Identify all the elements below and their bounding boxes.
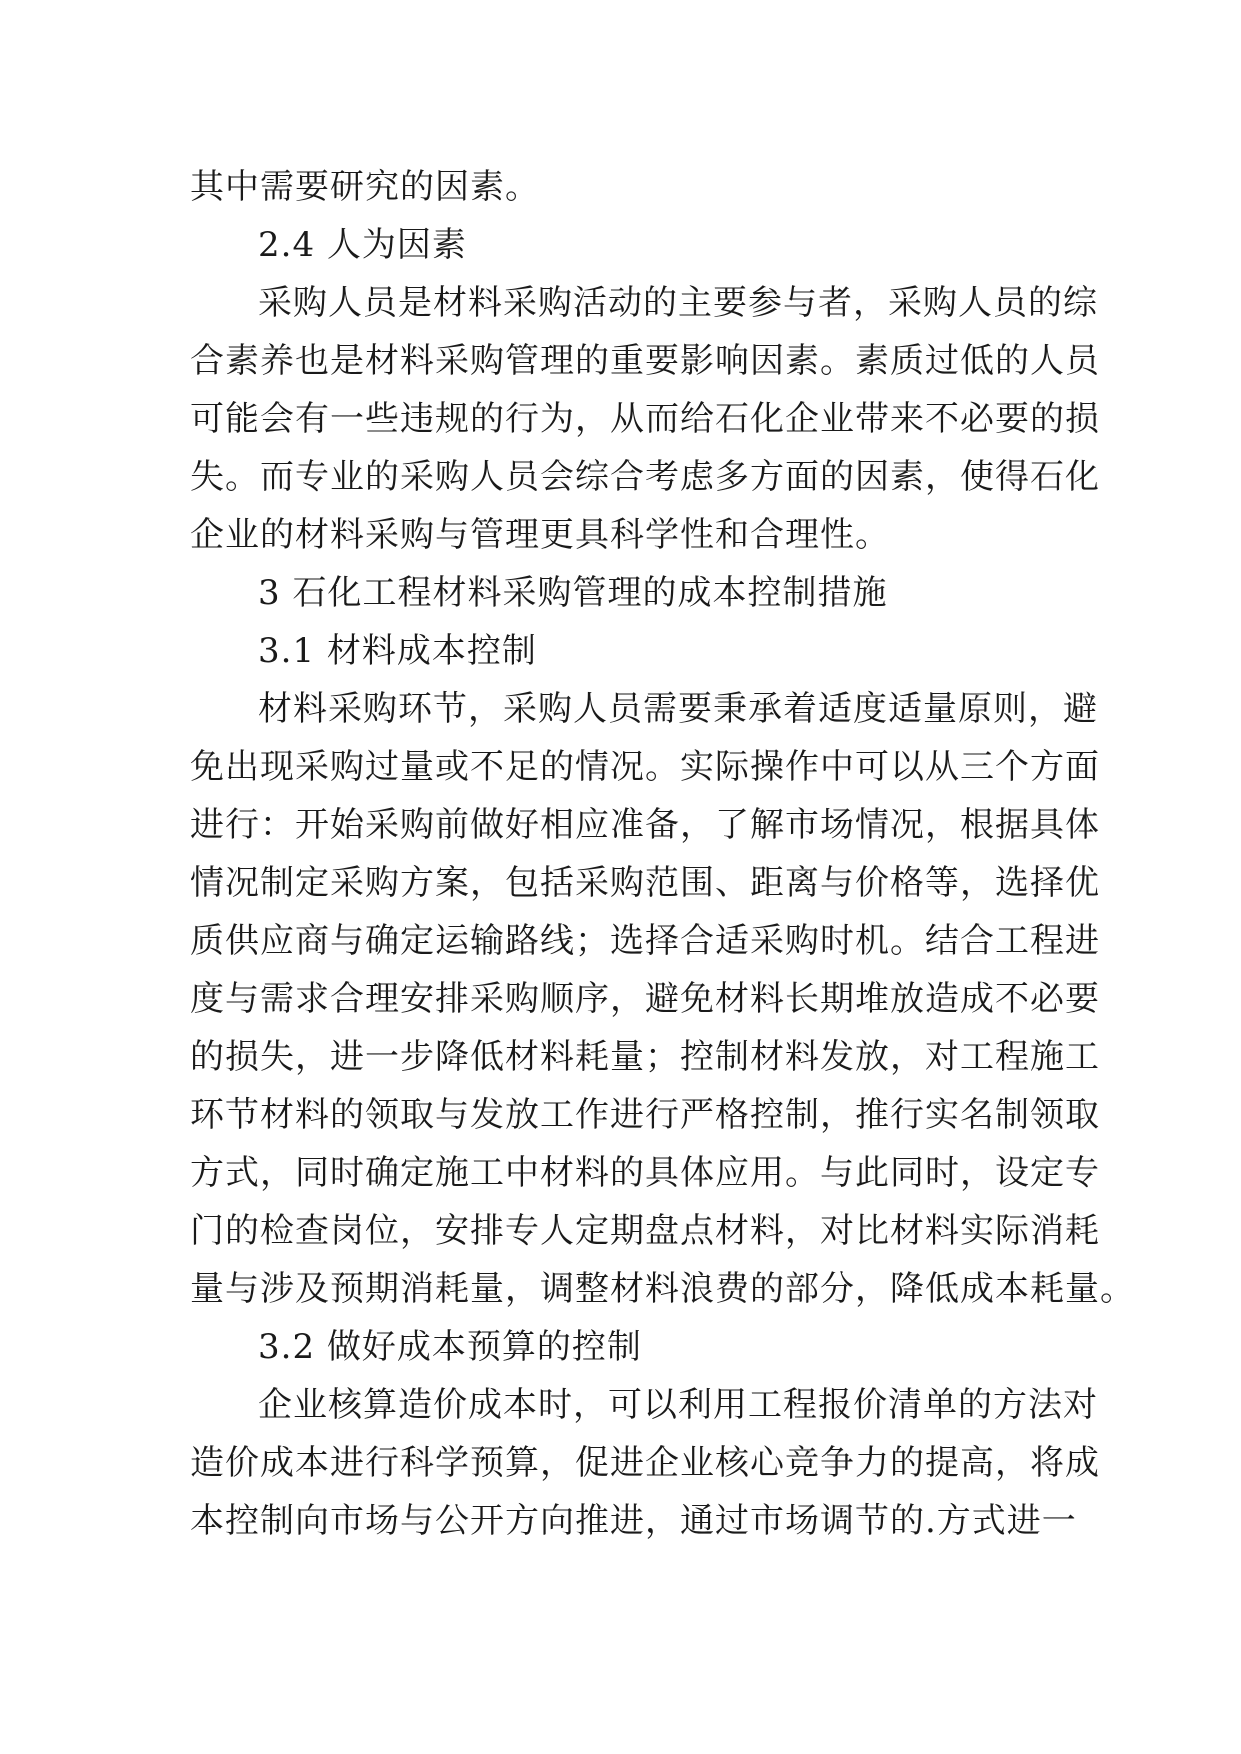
paragraph-line: 质供应商与确定运输路线；选择合适采购时机。结合工程进 (190, 921, 1100, 961)
paragraph-line: 企业的材料采购与管理更具科学性和合理性。 (190, 515, 890, 555)
paragraph-line: 合素养也是材料采购管理的重要影响因素。素质过低的人员 (190, 341, 1100, 381)
paragraph-line: 方式，同时确定施工中材料的具体应用。与此同时，设定专 (190, 1153, 1100, 1193)
paragraph-line: 本控制向市场与公开方向推进，通过市场调节的.方式进一 (190, 1501, 1077, 1541)
paragraph-line: 进行：开始采购前做好相应准备，了解市场情况，根据具体 (190, 805, 1100, 845)
paragraph-line: 免出现采购过量或不足的情况。实际操作中可以从三个方面 (190, 747, 1100, 787)
paragraph-line: 门的检查岗位，安排专人定期盘点材料，对比材料实际消耗 (190, 1211, 1100, 1251)
paragraph-line: 情况制定采购方案，包括采购范围、距离与价格等，选择优 (190, 863, 1100, 903)
section-heading-3-2: 3.2 做好成本预算的控制 (258, 1327, 642, 1367)
paragraph-line: 采购人员是材料采购活动的主要参与者，采购人员的综 (258, 283, 1098, 323)
paragraph-line: 量与涉及预期消耗量，调整材料浪费的部分，降低成本耗量。 (190, 1269, 1135, 1309)
text-line: 其中需要研究的因素。 (190, 167, 540, 207)
paragraph-line: 企业核算造价成本时，可以利用工程报价清单的方法对 (258, 1385, 1098, 1425)
paragraph-line: 造价成本进行科学预算，促进企业核心竞争力的提高，将成 (190, 1443, 1100, 1483)
paragraph-line: 失。而专业的采购人员会综合考虑多方面的因素，使得石化 (190, 457, 1100, 497)
paragraph-line: 度与需求合理安排采购顺序，避免材料长期堆放造成不必要 (190, 979, 1100, 1019)
paragraph-line: 材料采购环节，采购人员需要秉承着适度适量原则，避 (258, 689, 1098, 729)
section-heading-2-4: 2.4 人为因素 (258, 225, 467, 265)
paragraph-line: 可能会有一些违规的行为，从而给石化企业带来不必要的损 (190, 399, 1100, 439)
paragraph-line: 的损失，进一步降低材料耗量；控制材料发放，对工程施工 (190, 1037, 1100, 1077)
section-heading-3: 3 石化工程材料采购管理的成本控制措施 (258, 573, 888, 613)
section-heading-3-1: 3.1 材料成本控制 (258, 631, 537, 671)
paragraph-line: 环节材料的领取与发放工作进行严格控制，推行实名制领取 (190, 1095, 1100, 1135)
